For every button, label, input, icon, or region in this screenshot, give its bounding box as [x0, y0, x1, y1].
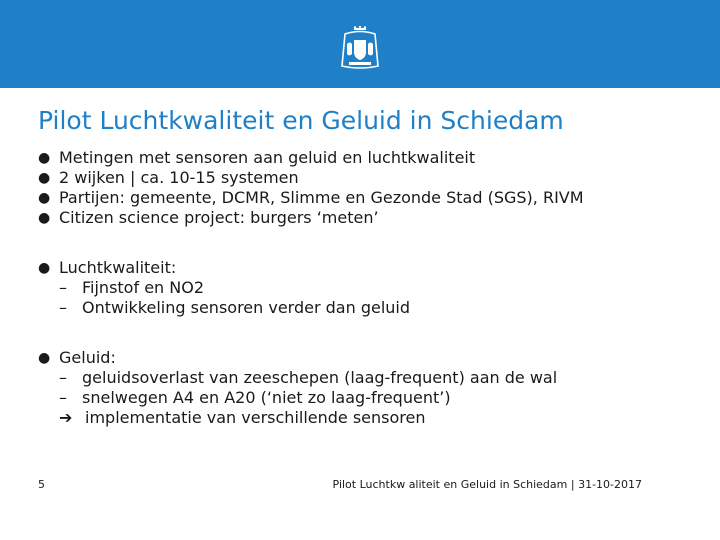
section-sound-heading	[38, 348, 698, 368]
royal-coat-of-arms-icon	[339, 26, 381, 70]
conclusion-text: implementatie van verschillende sensoren	[85, 408, 426, 427]
dash-icon: –	[59, 388, 67, 407]
page-number: 5	[38, 478, 45, 491]
bullet-icon: ●	[38, 350, 51, 366]
arrow-right-icon: ➔	[59, 408, 73, 427]
list-item-text: Partijen: gemeente, DCMR, Slimme en Gezonde Stad (SGS), RIVM	[59, 188, 584, 207]
bullet-icon: ●	[38, 150, 51, 166]
sub-list-item-text: geluidsoverlast van zeeschepen (laag-frequent) aan de wal	[82, 368, 558, 387]
footer-text: Pilot Luchtkw aliteit en Geluid in Schiedam | 31-10-2017	[332, 478, 642, 491]
sub-list-item	[38, 278, 698, 298]
slide-content	[38, 148, 698, 428]
bullet-icon: ●	[38, 190, 51, 206]
list-item-text: Citizen science project: burgers ‘meten’	[59, 208, 379, 227]
sub-list-item-text: snelwegen A4 en A20 (‘niet zo laag-frequent’)	[82, 388, 451, 407]
heading-colon: :	[170, 258, 177, 277]
sub-list-item	[38, 388, 698, 408]
bullet-icon: ●	[38, 260, 51, 276]
bullet-icon: ●	[38, 170, 51, 186]
section-heading: Luchtkwaliteit	[59, 258, 171, 277]
list-item	[38, 208, 698, 228]
list-item	[38, 188, 698, 208]
dash-icon: –	[59, 298, 67, 317]
list-item	[38, 168, 698, 188]
list-item-text: 2 wijken | ca. 10-15 systemen	[59, 168, 299, 187]
slide-title: Pilot Luchtkwaliteit en Geluid in Schiedam	[38, 106, 564, 135]
section-air-heading	[38, 258, 698, 278]
sub-list-item	[38, 368, 698, 388]
sub-list-item	[38, 298, 698, 318]
dash-icon: –	[59, 278, 67, 297]
dash-icon: –	[59, 368, 67, 387]
section-heading: Geluid	[59, 348, 111, 367]
sub-list-item-text: Fijnstof en NO2	[82, 278, 204, 297]
bullet-icon: ●	[38, 210, 51, 226]
conclusion-item	[38, 408, 698, 428]
list-item-text: Metingen met sensoren aan geluid en luchtkwaliteit	[59, 148, 476, 167]
header-bar	[0, 0, 720, 88]
sub-list-item-text: Ontwikkeling sensoren verder dan geluid	[82, 298, 411, 317]
heading-colon: :	[110, 348, 116, 367]
list-item	[38, 148, 698, 168]
